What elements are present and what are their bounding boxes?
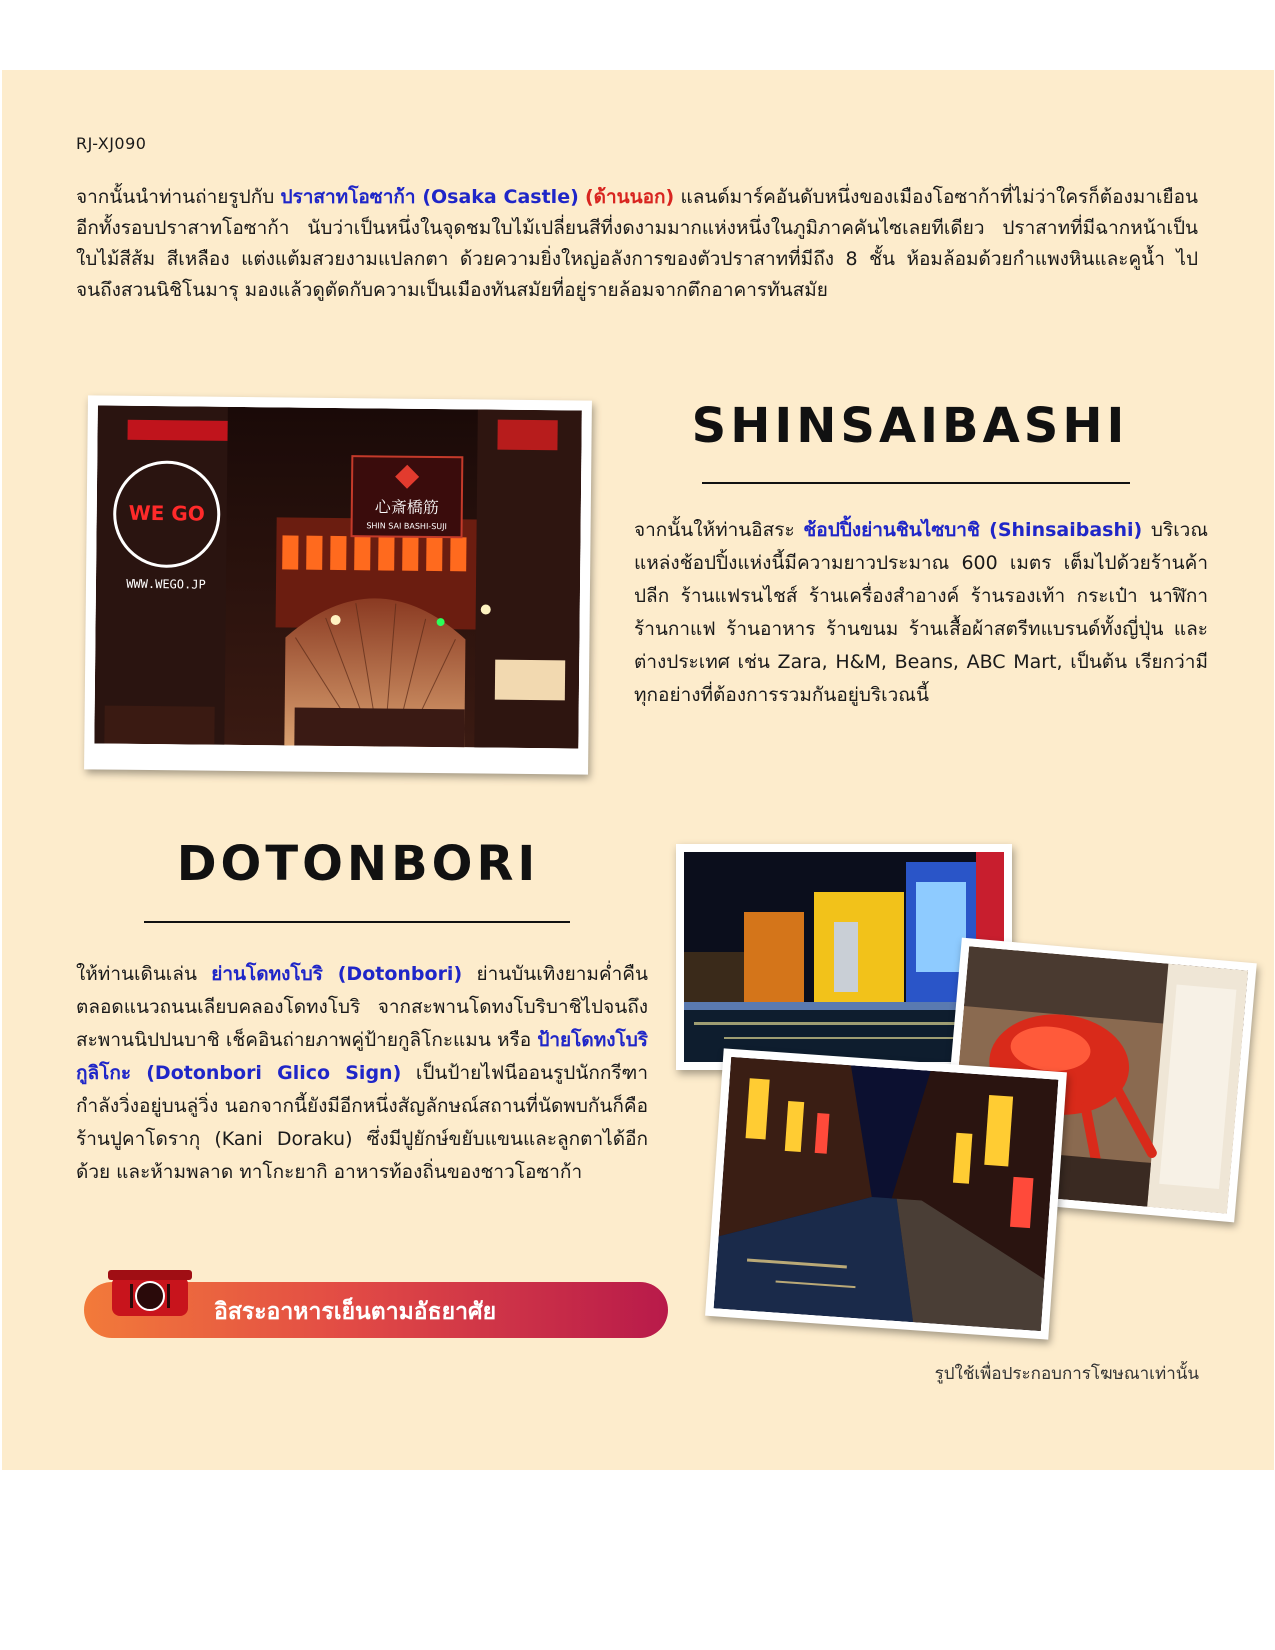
gate-sign-jp: 心斎橋筋	[374, 497, 439, 518]
image-disclaimer-caption: รูปใช้เพื่อประกอบการโฆษณาเท่านั้น	[934, 1364, 1199, 1384]
intro-lead: จากนั้นนำท่านถ่ายรูปกับ	[76, 186, 281, 208]
dotonbori-heading: DOTONBORI	[176, 836, 540, 892]
glico-sign-highlight: ป้ายโดทงโบริกูลิโกะ (Dotonbori Glico Sign)	[76, 1029, 648, 1084]
dotonbori-divider	[144, 921, 570, 923]
osaka-castle-paragraph	[76, 182, 1198, 306]
dotonbori-paragraph: ให้ท่านเดินเล่น ย่านโดทงโบริ (Dotonbori) ย่านบันเทิงยามค่ำคืนตลอดแนวถนนเลียบคลองโดทงโบริ จากสะพานโดทงโบริบาชิไปจนถึงสะพานนิปปนบาชิ เช็คอินถ่ายภาพคู่ป้ายกูลิโกะแมน หรือ ป้ายโดทงโบริกูลิโกะ (Dotonbori Glico Sign) เป็นป้ายไฟนีออนรูปนักกรีฑากำลังวิ่งอยู่บนลู่วิ่ง นอกจากนี้ยังมีอีกหนึ่งสัญลักษณ์สถานที่นัดพบกันก็คือ ร้านปูคาโดรากุ (Kani Doraku) ซึ่งมีปูยักษ์ขยับแขนและลูกตาได้อีกด้วย และห้ามพลาด ทาโกะยากิ อาหารท้องถิ่นของชาวโอซาก้า	[76, 963, 648, 1183]
dinner-banner	[84, 1282, 668, 1338]
document-code: RJ-XJ090	[76, 134, 147, 153]
intro-rest: แลนด์มาร์คอันดับหนึ่งของเมืองโอซาก้าที่ไม่ว่าใครก็ต้องมาเยือน อีกทั้งรอบปราสาทโอซาก้า นับว่าเป็นหนึ่งในจุดชมใบไม้เปลี่ยนสีที่งดงามมากแห่งหนึ่งในภูมิภาคคันไซเลยทีเดียว ปราสาทที่มีฉากหน้าเป็นใบไม้สีส้ม สีเหลือง แต่งแต้มสวยงามแปลกตา ด้วยความยิ่งใหญ่อลังการของตัวปราสาทที่มีถึง 8 ชั้น ห้อมล้อมด้วยกำแพงหินและคูน้ำ ไปจนถึงสวนนิชิโนมารุ มองแล้วดูตัดกับความเป็นเมืองทันสมัยที่อยู่รายล้อมจากตึกอาคารทันสมัย	[76, 186, 1198, 301]
dinner-plate-icon	[108, 1270, 192, 1326]
dotonbori-canal-photo	[705, 1048, 1067, 1339]
outside-note-highlight: (ด้านนอก)	[584, 186, 675, 208]
shinsaibashi-scene	[94, 405, 582, 748]
dinner-banner-label: อิสระอาหารเย็นตามอัธยาศัย	[214, 1299, 497, 1325]
shinsaibashi-photo	[84, 395, 592, 774]
gate-sign-en: SHIN SAI BASHI-SUJI	[366, 521, 447, 532]
shinsaibashi-highlight: ช้อปปิ้งย่านชินไซบาชิ (Shinsaibashi)	[803, 519, 1143, 541]
osaka-castle-highlight: ปราสาทโอซาก้า (Osaka Castle)	[280, 186, 579, 208]
shinsaibashi-heading: SHINSAIBASHI	[691, 398, 1129, 454]
shinsaibashi-paragraph: จากนั้นให้ท่านอิสระ ช้อปปิ้งย่านชินไซบาชิ (Shinsaibashi) บริเวณแหล่งช้อปปิ้งแห่งนี้มีความยาวประมาณ 600 เมตร เต็มไปด้วยร้านค้าปลีก ร้านแฟรนไชส์ ร้านเครื่องสำอางค์ ร้านรองเท้า กระเป๋า นาฬิกา ร้านกาแฟ ร้านอาหาร ร้านขนม ร้านเสื้อผ้าสตรีทแบรนด์ทั้งญี่ปุ่น และต่างประเทศ เช่น Zara, H&M, Beans, ABC Mart, เป็นต้น เรียกว่ามีทุกอย่างที่ต้องการรวมกันอยู่บริเวณนี้	[634, 519, 1208, 706]
wego-sign: WE GO	[128, 500, 205, 526]
dotonbori-highlight: ย่านโดทงโบริ (Dotonbori)	[211, 963, 463, 985]
wego-url: WWW.WEGO.JP	[126, 576, 206, 592]
shinsaibashi-divider	[702, 482, 1130, 484]
